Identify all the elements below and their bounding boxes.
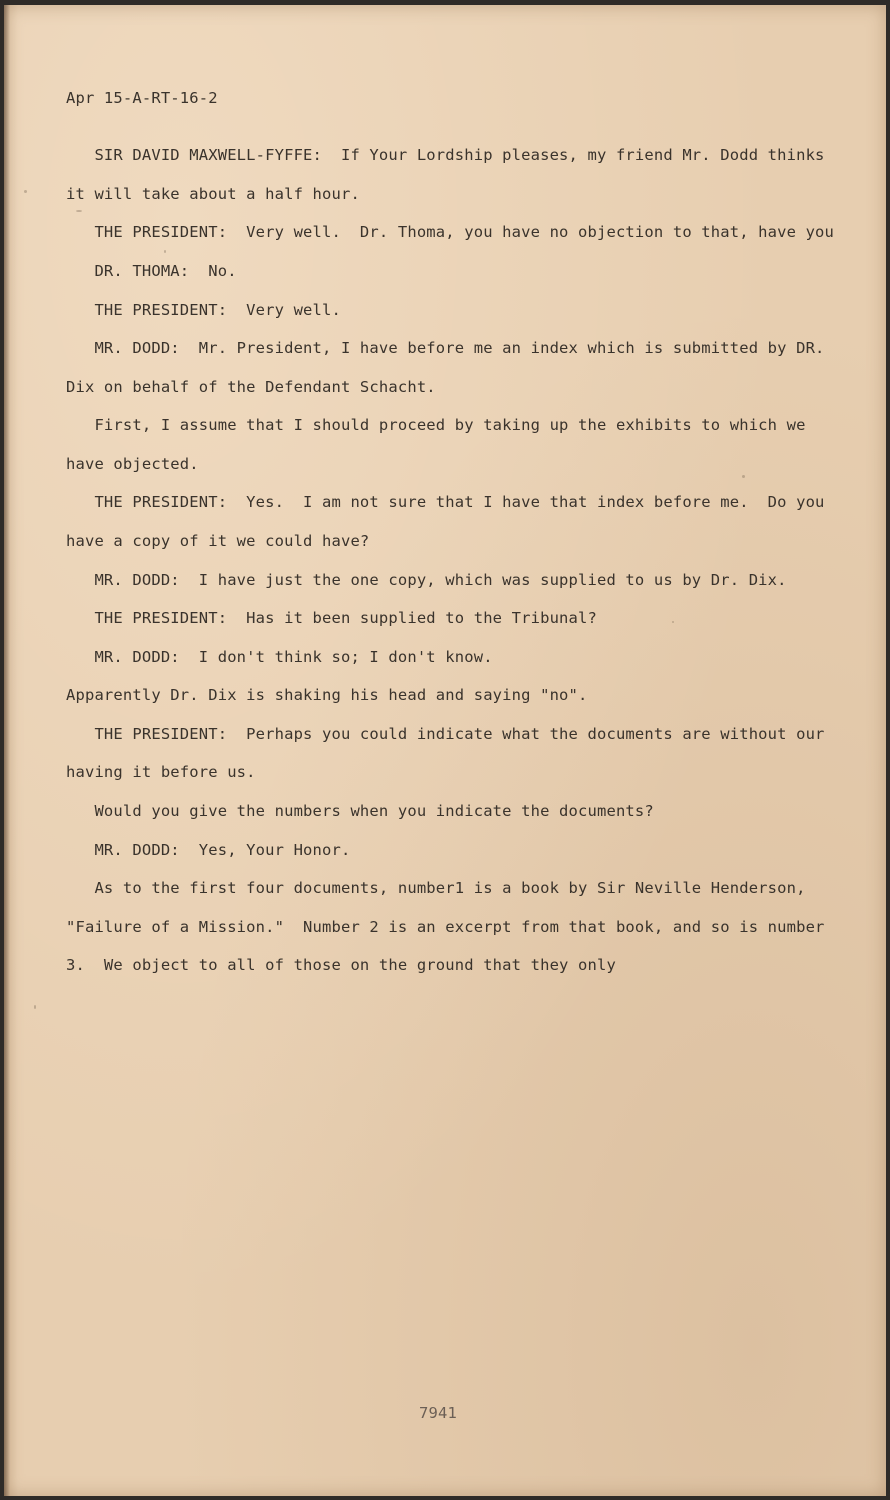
transcript-line: 3. We object to all of those on the ground that they only — [66, 956, 616, 974]
transcript-line: MR. DODD: I have just the one copy, which was supplied to us by Dr. Dix. — [66, 571, 787, 589]
transcript-line: MR. DODD: I don't think so; I don't know. — [66, 648, 493, 666]
transcript-line: THE PRESIDENT: Very well. — [66, 301, 341, 319]
transcript-line: SIR DAVID MAXWELL-FYFFE: If Your Lordship pleases, my friend Mr. Dodd thinks — [66, 146, 825, 164]
transcript-line: THE PRESIDENT: Very well. Dr. Thoma, you have no objection to that, have you — [66, 223, 835, 241]
transcript-line: DR. THOMA: No. — [66, 262, 237, 280]
page-edge-shadow — [4, 5, 10, 1496]
transcript-line: First, I assume that I should proceed by taking up the exhibits to which we — [66, 416, 806, 434]
transcript-line: Dix on behalf of the Defendant Schacht. — [66, 378, 436, 396]
transcript-line: have a copy of it we could have? — [66, 532, 370, 550]
transcript-line: THE PRESIDENT: Perhaps you could indicate what the documents are without our — [66, 725, 825, 743]
transcript-line: MR. DODD: Yes, Your Honor. — [66, 841, 351, 859]
transcript-line: As to the first four documents, number1 is a book by Sir Neville Henderson, — [66, 879, 806, 897]
typewritten-page — [4, 5, 886, 1496]
transcript-line: THE PRESIDENT: Has it been supplied to the Tribunal? — [66, 609, 597, 627]
transcript-line: THE PRESIDENT: Yes. I am not sure that I have that index before me. Do you — [66, 493, 825, 511]
transcript-line: Would you give the numbers when you indicate the documents? — [66, 802, 654, 820]
transcript-line: it will take about a half hour. — [66, 185, 360, 203]
page-header-code: Apr 15-A-RT-16-2 — [66, 89, 218, 107]
transcript-line: MR. DODD: Mr. President, I have before me an index which is submitted by DR. — [66, 339, 825, 357]
transcript-line: "Failure of a Mission." Number 2 is an excerpt from that book, and so is number — [66, 918, 825, 936]
transcript-line: have objected. — [66, 455, 199, 473]
transcript-line: having it before us. — [66, 763, 256, 781]
transcript-line: Apparently Dr. Dix is shaking his head and saying "no". — [66, 686, 588, 704]
page-number: 7941 — [419, 1404, 457, 1422]
